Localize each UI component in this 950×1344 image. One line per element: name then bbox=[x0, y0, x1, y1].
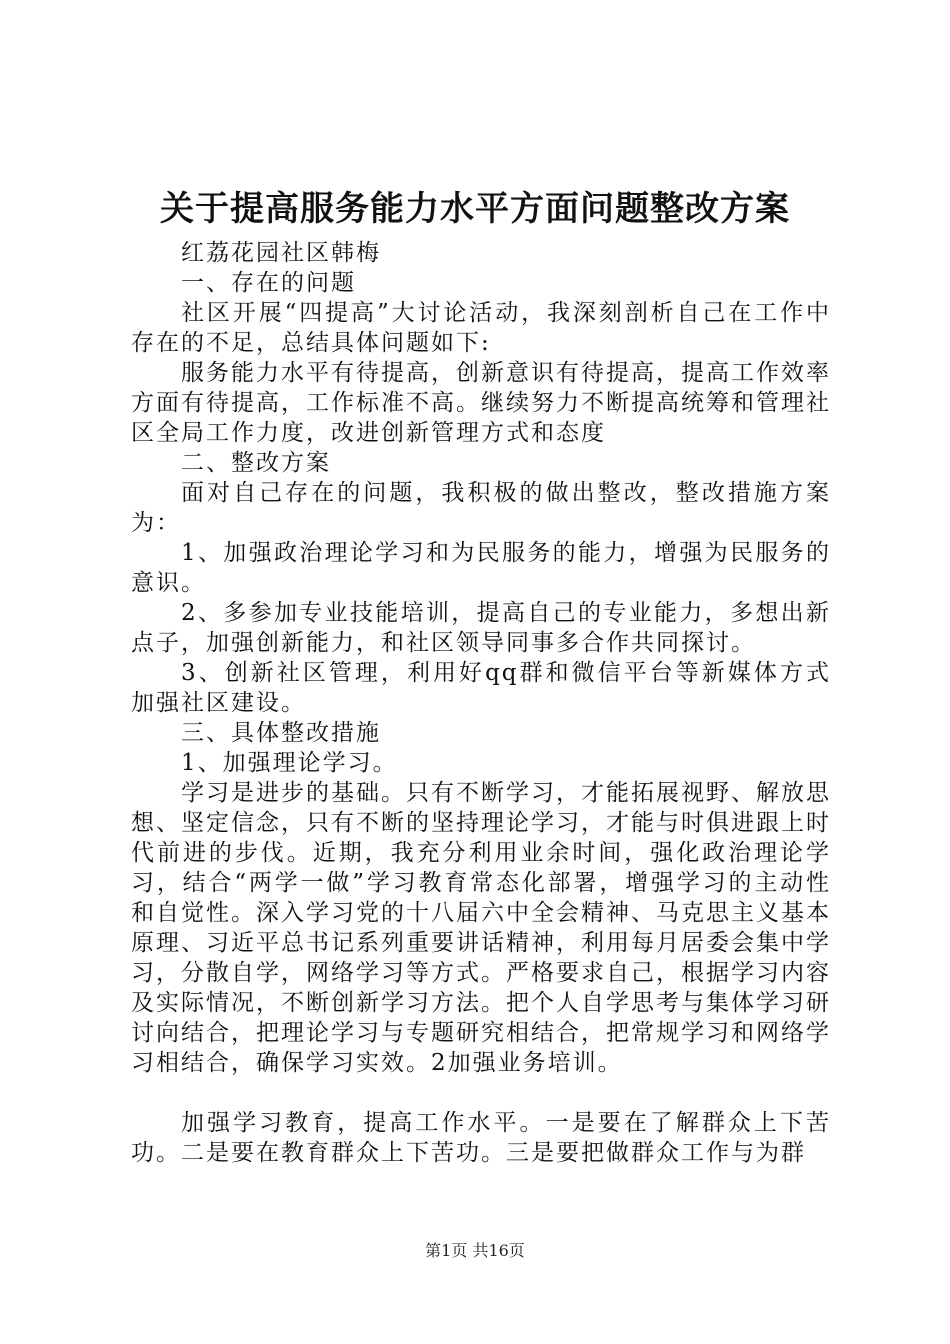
list-item: 1、加强政治理论学习和为民服务的能力，增强为民服务的意识。 bbox=[131, 540, 831, 596]
paragraph: 社区开展“四提高”大讨论活动，我深刻剖析自己在工作中存在的不足，总结具体问题如下: bbox=[131, 300, 831, 356]
list-item: 2、多参加专业技能培训，提高自己的专业能力，多想出新点子，加强创新能力，和社区领导同事多合作共同探讨。 bbox=[131, 600, 831, 656]
paragraph: 服务能力水平有待提高，创新意识有待提高，提高工作效率方面有待提高，工作标准不高。继续努力不断提高统筹和管理社区全局工作力度，改进创新管理方式和态度 bbox=[131, 360, 831, 446]
paragraph-spacer bbox=[131, 1078, 831, 1108]
paragraph: 加强学习教育，提高工作水平。一是要在了解群众上下苦功。二是要在教育群众上下苦功。三是要把做群众工作与为群 bbox=[131, 1110, 831, 1166]
list-item: 3、创新社区管理，利用好qq群和微信平台等新媒体方式加强社区建设。 bbox=[131, 660, 831, 716]
subsection-heading: 1、加强理论学习。 bbox=[181, 750, 398, 776]
paragraph: 学习是进步的基础。只有不断学习，才能拓展视野、解放思想、坚定信念，只有不断的坚持理论学习，才能与时俱进跟上时代前进的步伐。近期，我充分利用业余时间，强化政治理论学习，结合“两学一做”学习教育常态化部署，增强学习的主动性和自觉性。深入学习党的十八届六中全会精神、马克思主义基本原理、习近平总书记系列重要讲话精神，利用每月居委会集中学习，分散自学，网络学习等方式。严格要求自己，根据学习内容及实际情况，不断创新学习方法。把个人自学思考与集体学习研讨向结合，把理论学习与专题研究相结合，把常规学习和网络学习相结合，确保学习实效。2加强业务培训。 bbox=[131, 780, 831, 1076]
document-title: 关于提高服务能力水平方面问题整改方案 bbox=[160, 189, 790, 229]
section-heading: 一、存在的问题 bbox=[181, 270, 356, 296]
author-line: 红荔花园社区韩梅 bbox=[181, 240, 381, 266]
section-heading: 二、整改方案 bbox=[181, 450, 331, 476]
section-heading: 三、具体整改措施 bbox=[181, 720, 381, 746]
document-body bbox=[131, 238, 831, 1168]
paragraph: 面对自己存在的问题，我积极的做出整改，整改措施方案为： bbox=[131, 480, 831, 536]
page-number-footer: 第1页 共16页 bbox=[425, 1241, 525, 1260]
